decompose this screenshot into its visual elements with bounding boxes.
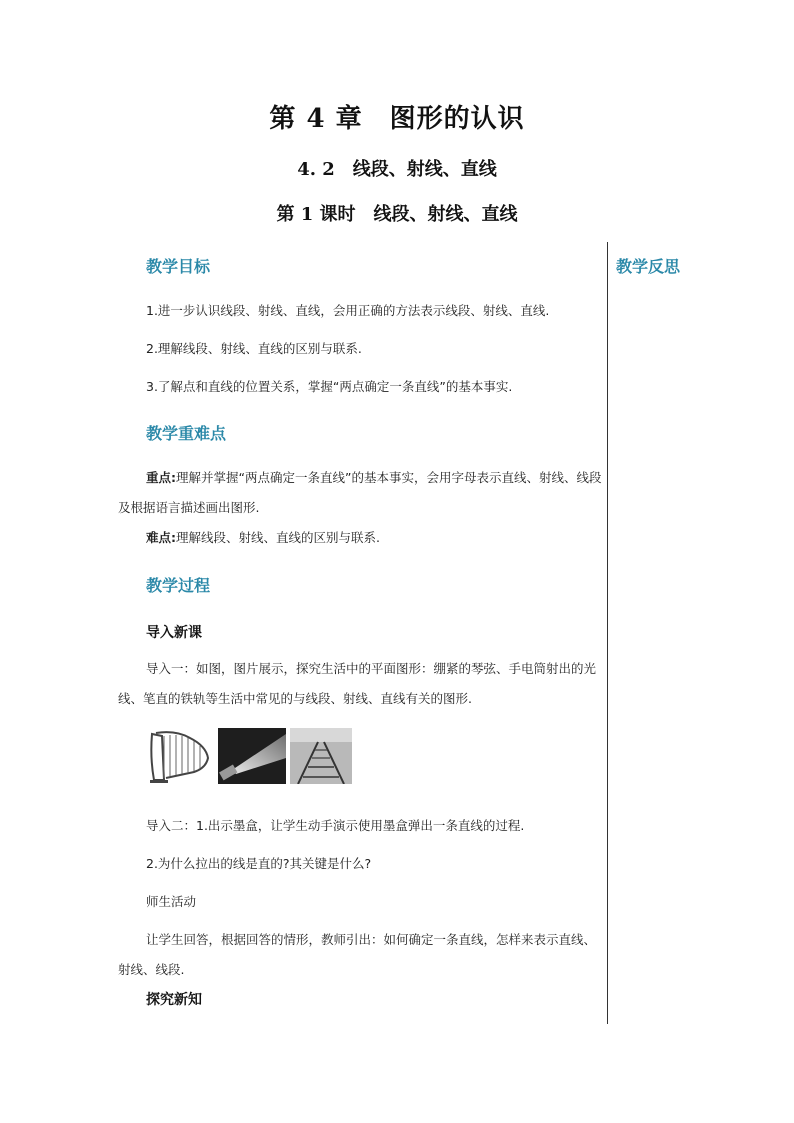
activity-text: 让学生回答，根据回答的情形，教师引出：如何确定一条直线，怎样来表示直线、射线、线段. (118, 932, 597, 977)
objectives-title: 教学目标 (146, 257, 211, 276)
column-divider (607, 242, 608, 1024)
difficult-text: 理解线段、射线、直线的区别与联系. (176, 530, 380, 545)
objective-item: 3.了解点和直线的位置关系，掌握“两点确定一条直线”的基本事实. (146, 379, 513, 394)
flashlight-beam-icon (218, 728, 286, 784)
question-text: 2.为什么拉出的线是直的?其关键是什么? (146, 856, 372, 871)
railway-track-icon (290, 728, 352, 784)
difficult-label: 难点: (146, 530, 176, 545)
keypoints-title: 教学重难点 (146, 424, 227, 443)
intro-title: 导入新课 (146, 625, 202, 641)
activity-label: 师生活动 (146, 894, 197, 909)
intro-one: 导入一：如图，图片展示，探究生活中的平面图形：绷紧的琴弦、手电筒射出的光线、笔直的铁轨等生活中常见的与线段、射线、直线有关的图形. (118, 661, 597, 706)
harp-icon (146, 728, 214, 784)
difficult-point (118, 523, 604, 553)
intro-two: 导入二：1.出示墨盒，让学生动手演示使用墨盒弹出一条直线的过程. (146, 818, 525, 833)
reflection-title: 教学反思 (616, 257, 681, 276)
chapter-title: 第 4 章 图形的认识 (269, 104, 525, 134)
explore-title: 探究新知 (146, 992, 202, 1008)
process-title: 教学过程 (146, 576, 211, 595)
section-title: 4. 2 线段、射线、直线 (297, 159, 497, 180)
objective-item: 2.理解线段、射线、直线的区别与联系. (146, 341, 362, 356)
objective-item: 1.进一步认识线段、射线、直线，会用正确的方法表示线段、射线、直线. (146, 303, 550, 318)
key-point (118, 463, 604, 523)
key-label: 重点: (146, 470, 176, 485)
lesson-title: 第 1 课时 线段、射线、直线 (276, 204, 518, 225)
key-text: 理解并掌握“两点确定一条直线”的基本事实，会用字母表示直线、射线、线段及根据语言描述画出图形. (118, 470, 602, 515)
